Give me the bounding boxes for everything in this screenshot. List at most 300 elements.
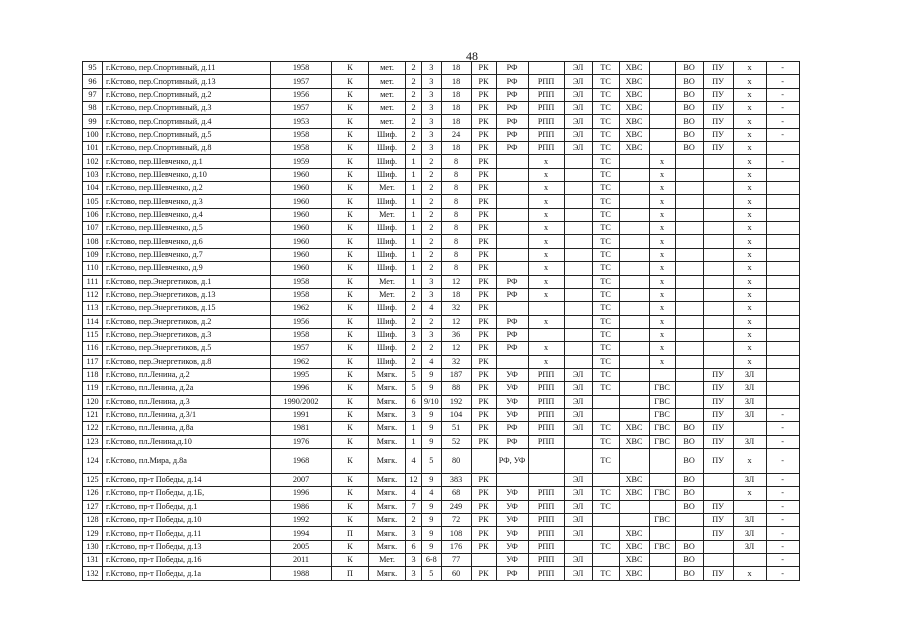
table-cell: Шиф. (369, 142, 406, 155)
table-cell: РФ, УФ (496, 448, 528, 473)
table-cell: х (649, 155, 675, 168)
table-cell: 3 (422, 62, 442, 75)
table-cell: РК (471, 500, 496, 513)
table-cell: х (733, 168, 766, 181)
table-cell: ВО (675, 540, 703, 553)
table-cell (766, 262, 799, 275)
table-cell (703, 248, 733, 261)
table-cell: Шиф. (369, 328, 406, 341)
table-cell: 3 (422, 288, 442, 301)
table-cell: х (733, 315, 766, 328)
table-cell (649, 368, 675, 381)
table-cell: УФ (496, 368, 528, 381)
table-cell: ГВС (649, 540, 675, 553)
table-cell: - (766, 88, 799, 101)
table-cell: 3 (422, 328, 442, 341)
table-cell: К (332, 315, 369, 328)
table-cell: х (733, 195, 766, 208)
table-cell: х (733, 448, 766, 473)
table-cell: РПП (528, 514, 564, 527)
table-cell: 108 (441, 527, 471, 540)
table-cell: РК (471, 248, 496, 261)
table-cell: - (766, 435, 799, 448)
address-cell: г.Кстово, пер.Энергетиков, д.2 (103, 315, 271, 328)
table-cell: 1 (406, 222, 422, 235)
row-number-cell: 105 (83, 195, 103, 208)
table-cell (703, 155, 733, 168)
table-cell (564, 248, 592, 261)
table-cell: К (332, 88, 369, 101)
table-cell: 9 (422, 435, 442, 448)
row-number-cell: 104 (83, 182, 103, 195)
table-cell (703, 168, 733, 181)
table-cell: РК (471, 115, 496, 128)
table-cell (675, 222, 703, 235)
row-number-cell: 109 (83, 248, 103, 261)
table-cell (619, 500, 649, 513)
table-cell: х (733, 288, 766, 301)
address-cell: г.Кстово, пер.Спортивный, д.4 (103, 115, 271, 128)
table-cell: УФ (496, 408, 528, 421)
table-cell: РПП (528, 128, 564, 141)
table-cell: УФ (496, 500, 528, 513)
table-cell: х (528, 168, 564, 181)
table-cell: РПП (528, 540, 564, 553)
table-cell (703, 554, 733, 567)
table-cell: 2005 (271, 540, 332, 553)
row-number-cell: 112 (83, 288, 103, 301)
table-cell: 9 (422, 540, 442, 553)
table-cell: 1 (406, 168, 422, 181)
table-cell (496, 262, 528, 275)
address-cell: г.Кстово, пер.Энергетиков, д.8 (103, 355, 271, 368)
table-cell (619, 275, 649, 288)
table-cell: х (528, 355, 564, 368)
table-cell: ХВС (619, 487, 649, 500)
table-cell: х (528, 182, 564, 195)
table-cell: - (766, 62, 799, 75)
table-cell: УФ (496, 540, 528, 553)
address-cell: г.Кстово, пер.Энергетиков, д.1 (103, 275, 271, 288)
row-number-cell: 122 (83, 422, 103, 435)
table-cell: 3 (406, 328, 422, 341)
table-cell (766, 182, 799, 195)
table-cell: х (528, 315, 564, 328)
table-cell: 9 (422, 368, 442, 381)
table-cell: ПУ (703, 88, 733, 101)
table-cell (649, 115, 675, 128)
table-row (83, 275, 800, 288)
table-cell: ХВС (619, 540, 649, 553)
table-cell (703, 288, 733, 301)
table-cell: 24 (441, 128, 471, 141)
table-cell (496, 208, 528, 221)
table-cell (766, 382, 799, 395)
table-row (83, 288, 800, 301)
table-cell: х (528, 155, 564, 168)
table-cell: 192 (441, 395, 471, 408)
table-cell: 1960 (271, 222, 332, 235)
table-cell: 2 (406, 115, 422, 128)
table-cell: 1957 (271, 75, 332, 88)
table-cell: х (733, 328, 766, 341)
table-cell: х (733, 208, 766, 221)
table-cell (564, 342, 592, 355)
table-cell: РК (471, 182, 496, 195)
table-cell: 2 (406, 62, 422, 75)
table-cell: ТС (592, 435, 619, 448)
table-cell: ПУ (703, 128, 733, 141)
page-number: 48 (466, 49, 478, 63)
table-cell: 187 (441, 368, 471, 381)
table-cell (766, 302, 799, 315)
table-cell: ВО (675, 500, 703, 513)
table-cell (619, 195, 649, 208)
table-cell: РК (471, 235, 496, 248)
table-cell: 3 (422, 75, 442, 88)
table-cell: 1 (406, 275, 422, 288)
table-cell: х (528, 208, 564, 221)
address-cell: г.Кстово, пр-т Победы, д.1а (103, 567, 271, 580)
table-cell: РФ (496, 435, 528, 448)
table-row (83, 142, 800, 155)
table-cell: РФ (496, 62, 528, 75)
table-cell: х (649, 168, 675, 181)
address-cell: г.Кстово, пл.Ленина, д.8а (103, 422, 271, 435)
table-body (83, 62, 800, 581)
table-cell: ТС (592, 142, 619, 155)
table-cell: К (332, 422, 369, 435)
table-cell: ХВС (619, 422, 649, 435)
address-cell: г.Кстово, пер.Шевченко, д.7 (103, 248, 271, 261)
table-cell: х (733, 62, 766, 75)
table-cell: РК (471, 514, 496, 527)
address-cell: г.Кстово, пер.Шевченко, д.10 (103, 168, 271, 181)
table-cell: - (766, 527, 799, 540)
table-cell: ЭЛ (564, 473, 592, 486)
table-cell (703, 222, 733, 235)
table-cell: х (528, 235, 564, 248)
table-row (83, 487, 800, 500)
table-cell: Шиф. (369, 355, 406, 368)
table-cell: ТС (592, 328, 619, 341)
table-cell: УФ (496, 514, 528, 527)
table-cell: РК (471, 408, 496, 421)
table-cell: 2 (406, 342, 422, 355)
table-cell: 2 (422, 262, 442, 275)
table-cell: 2 (422, 235, 442, 248)
table-cell: ЭЛ (564, 368, 592, 381)
table-cell: РК (471, 355, 496, 368)
table-cell: 8 (441, 168, 471, 181)
table-cell: УФ (496, 527, 528, 540)
table-cell (619, 514, 649, 527)
table-cell: ХВС (619, 128, 649, 141)
table-cell: х (649, 302, 675, 315)
table-cell: ТС (592, 368, 619, 381)
table-cell (592, 395, 619, 408)
table-cell (703, 235, 733, 248)
table-cell: 2 (422, 182, 442, 195)
table-row (83, 208, 800, 221)
table-cell: К (332, 195, 369, 208)
table-cell: 8 (441, 248, 471, 261)
table-cell: ХВС (619, 554, 649, 567)
table-cell: ВО (675, 567, 703, 580)
table-row (83, 128, 800, 141)
table-cell: РК (471, 422, 496, 435)
table-cell (564, 355, 592, 368)
table-cell: РФ (496, 315, 528, 328)
table-cell: ВО (675, 448, 703, 473)
table-cell: К (332, 368, 369, 381)
table-cell (733, 554, 766, 567)
table-row (83, 408, 800, 421)
address-cell: г.Кстово, пр-т Победы, д.13 (103, 540, 271, 553)
table-cell: ПУ (703, 422, 733, 435)
table-cell: ХВС (619, 102, 649, 115)
table-cell (703, 355, 733, 368)
table-cell: ВО (675, 115, 703, 128)
address-cell: г.Кстово, пл.Мира, д.8а (103, 448, 271, 473)
table-cell: К (332, 408, 369, 421)
table-cell (649, 527, 675, 540)
table-cell: К (332, 448, 369, 473)
table-cell (564, 328, 592, 341)
table-cell (619, 288, 649, 301)
table-cell (703, 182, 733, 195)
table-cell: ЭЛ (564, 88, 592, 101)
table-cell: К (332, 302, 369, 315)
table-cell: ВО (675, 422, 703, 435)
table-cell: 1958 (271, 328, 332, 341)
table-cell: Шиф. (369, 195, 406, 208)
table-cell (619, 302, 649, 315)
table-cell: 1 (406, 422, 422, 435)
table-row (83, 182, 800, 195)
row-number-cell: 115 (83, 328, 103, 341)
table-cell: 60 (441, 567, 471, 580)
table-cell: К (332, 128, 369, 141)
table-cell: 9 (422, 382, 442, 395)
table-cell (703, 262, 733, 275)
table-cell: 9 (422, 514, 442, 527)
table-cell: РК (471, 75, 496, 88)
table-cell: ПУ (703, 395, 733, 408)
table-row (83, 368, 800, 381)
table-cell (564, 182, 592, 195)
row-number-cell: 98 (83, 102, 103, 115)
table-cell: 1976 (271, 435, 332, 448)
table-cell: 2 (422, 195, 442, 208)
table-cell: х (733, 222, 766, 235)
table-row (83, 500, 800, 513)
table-cell (564, 222, 592, 235)
table-cell: РК (471, 142, 496, 155)
table-cell: х (649, 262, 675, 275)
table-cell: 9/10 (422, 395, 442, 408)
table-cell: УФ (496, 487, 528, 500)
table-cell: ХВС (619, 473, 649, 486)
row-number-cell: 95 (83, 62, 103, 75)
table-cell: 2011 (271, 554, 332, 567)
row-number-cell: 128 (83, 514, 103, 527)
row-number-cell: 96 (83, 75, 103, 88)
table-cell: 2 (422, 208, 442, 221)
table-cell (564, 288, 592, 301)
table-cell: РК (471, 222, 496, 235)
table-cell (564, 275, 592, 288)
table-cell: 1960 (271, 235, 332, 248)
table-cell: мет. (369, 75, 406, 88)
table-row (83, 473, 800, 486)
table-cell: К (332, 262, 369, 275)
table-cell: ЭЛ (564, 487, 592, 500)
table-cell: 4 (406, 487, 422, 500)
table-cell: 2 (422, 342, 442, 355)
table-cell: 104 (441, 408, 471, 421)
table-cell: - (766, 448, 799, 473)
table-cell (619, 448, 649, 473)
row-number-cell: 124 (83, 448, 103, 473)
table-cell: РПП (528, 408, 564, 421)
table-cell (564, 435, 592, 448)
table-cell: х (528, 262, 564, 275)
table-cell: Шиф. (369, 302, 406, 315)
row-number-cell: 132 (83, 567, 103, 580)
table-cell: ЗЛ (733, 408, 766, 421)
table-cell: 1986 (271, 500, 332, 513)
table-cell: 80 (441, 448, 471, 473)
table-cell: ПУ (703, 368, 733, 381)
table-cell: ТС (592, 168, 619, 181)
table-cell: мет. (369, 115, 406, 128)
table-cell (619, 235, 649, 248)
table-cell: 1968 (271, 448, 332, 473)
table-row (83, 235, 800, 248)
row-number-cell: 108 (83, 235, 103, 248)
table-cell: РК (471, 208, 496, 221)
table-cell (649, 75, 675, 88)
table-cell: 1958 (271, 288, 332, 301)
table-cell (564, 315, 592, 328)
table-cell: Шиф. (369, 155, 406, 168)
table-cell: ВО (675, 102, 703, 115)
row-number-cell: 131 (83, 554, 103, 567)
table-cell: 2 (406, 315, 422, 328)
table-cell: ЭЛ (564, 62, 592, 75)
table-cell: РФ (496, 288, 528, 301)
table-cell: 8 (441, 155, 471, 168)
table-cell: РПП (528, 88, 564, 101)
table-cell (649, 102, 675, 115)
address-cell: г.Кстово, пр-т Победы, д.10 (103, 514, 271, 527)
table-cell: Мягк. (369, 395, 406, 408)
table-cell (496, 222, 528, 235)
row-number-cell: 113 (83, 302, 103, 315)
table-cell: К (332, 248, 369, 261)
table-cell: ВО (675, 142, 703, 155)
table-cell: ХВС (619, 88, 649, 101)
table-cell: РК (471, 302, 496, 315)
table-cell: РПП (528, 435, 564, 448)
table-cell: ЭЛ (564, 554, 592, 567)
table-cell: РПП (528, 500, 564, 513)
table-cell (619, 408, 649, 421)
table-cell: ХВС (619, 62, 649, 75)
table-cell: Мягк. (369, 487, 406, 500)
table-cell: РПП (528, 102, 564, 115)
table-row (83, 554, 800, 567)
table-cell (564, 208, 592, 221)
table-cell: РФ (496, 142, 528, 155)
table-cell: х (733, 102, 766, 115)
table-cell: Мягк. (369, 408, 406, 421)
table-cell: ПУ (703, 142, 733, 155)
table-cell: Мягк. (369, 435, 406, 448)
table-cell (592, 554, 619, 567)
table-cell: РФ (496, 75, 528, 88)
row-number-cell: 119 (83, 382, 103, 395)
table-cell: ТС (592, 235, 619, 248)
table-cell (564, 155, 592, 168)
table-cell (564, 195, 592, 208)
table-cell: К (332, 142, 369, 155)
table-cell: 5 (406, 368, 422, 381)
table-cell: 3 (406, 567, 422, 580)
row-number-cell: 129 (83, 527, 103, 540)
table-cell: 1956 (271, 88, 332, 101)
row-number-cell: 118 (83, 368, 103, 381)
table-cell: ВО (675, 487, 703, 500)
table-cell: ЗЛ (733, 382, 766, 395)
table-cell: Шиф. (369, 315, 406, 328)
table-cell: К (332, 275, 369, 288)
table-cell (766, 328, 799, 341)
table-cell: х (733, 182, 766, 195)
table-cell: х (649, 355, 675, 368)
table-cell: ТС (592, 342, 619, 355)
table-cell: К (332, 328, 369, 341)
table-cell (649, 567, 675, 580)
table-cell: К (332, 168, 369, 181)
table-cell: ЗЛ (733, 368, 766, 381)
table-cell (619, 395, 649, 408)
table-cell: К (332, 514, 369, 527)
table-cell (766, 235, 799, 248)
table-cell: 3 (422, 142, 442, 155)
table-cell: 77 (441, 554, 471, 567)
table-cell: ГВС (649, 422, 675, 435)
table-cell (675, 328, 703, 341)
housing-register-table (82, 61, 800, 581)
table-cell: 3 (406, 527, 422, 540)
table-cell: 3 (422, 115, 442, 128)
table-cell: 9 (422, 408, 442, 421)
table-cell (703, 315, 733, 328)
table-cell: 1958 (271, 62, 332, 75)
table-cell: ПУ (703, 75, 733, 88)
table-cell: 1960 (271, 168, 332, 181)
table-cell: 1962 (271, 302, 332, 315)
table-cell (766, 222, 799, 235)
table-cell (649, 500, 675, 513)
table-cell: 3 (406, 408, 422, 421)
table-cell: ТС (592, 262, 619, 275)
table-cell: Мет. (369, 288, 406, 301)
table-cell: 9 (422, 422, 442, 435)
table-cell: 18 (441, 102, 471, 115)
